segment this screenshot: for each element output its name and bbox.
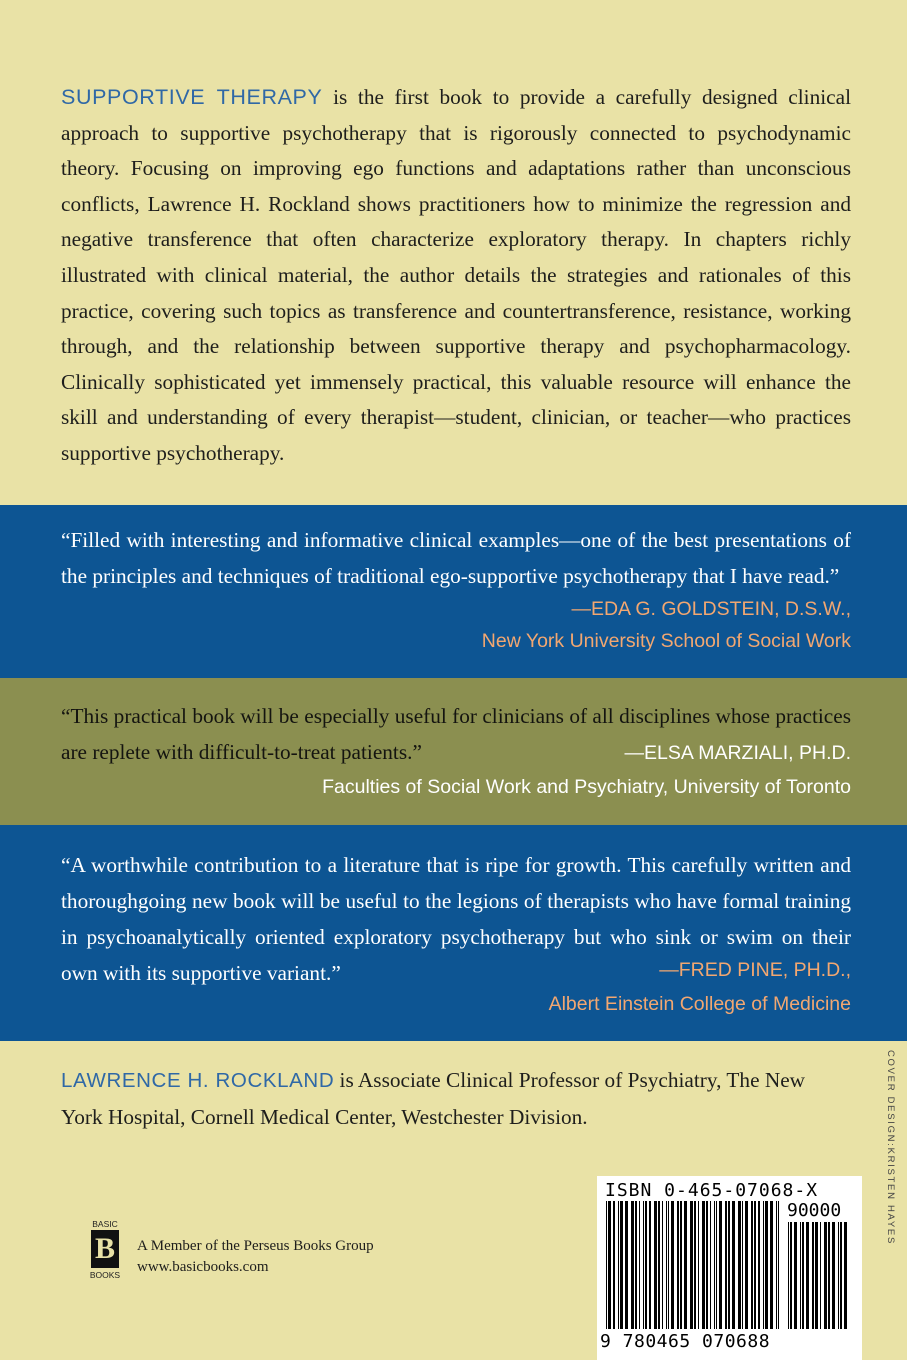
logo-top-text: BASIC [92, 1219, 118, 1229]
publisher-member-text: A Member of the Perseus Books Group [137, 1238, 374, 1254]
barcode-bar [639, 1201, 640, 1329]
barcode-bar [751, 1201, 753, 1329]
ean-text: 9 780465 070688 [600, 1331, 771, 1352]
barcode-bar [840, 1222, 842, 1329]
barcode-bar [631, 1201, 634, 1329]
barcode-bar [706, 1201, 708, 1329]
barcode-bar [613, 1201, 615, 1329]
publisher-website: www.basicbooks.com [137, 1259, 269, 1275]
basic-books-logo [86, 1219, 124, 1281]
barcode-bar [658, 1201, 660, 1329]
blurb-name-1: —EDA G. GOLDSTEIN, D.S.W., [571, 598, 851, 620]
blurb-attribution-2 [322, 738, 851, 802]
barcode-bar [645, 1201, 647, 1329]
barcode-bar [719, 1201, 722, 1329]
book-description [61, 80, 851, 472]
price-barcode-bars [787, 1222, 851, 1329]
barcode-bar [677, 1201, 679, 1329]
blurb-attribution-3 [549, 955, 851, 1019]
barcode-bar [643, 1201, 644, 1329]
barcode-bar [812, 1222, 814, 1329]
barcode-bar [844, 1222, 847, 1329]
barcode-bar [800, 1222, 801, 1329]
barcode-bar [668, 1201, 669, 1329]
author-bio-body: is Associate Clinical Professor of Psychiatry, The New York Hospital, Cornell Medical Center, Westchester Division. [61, 1068, 806, 1129]
barcode-bar [838, 1222, 839, 1329]
barcode-bar [680, 1201, 682, 1329]
barcode-bar [635, 1201, 637, 1329]
barcode-bar [758, 1201, 760, 1329]
author-bio [61, 1062, 851, 1135]
barcode-bar [824, 1222, 827, 1329]
blurb-attribution-1 [482, 594, 851, 656]
barcode-bar [666, 1201, 667, 1329]
blurb-band-3 [0, 825, 907, 1041]
barcode-bar [716, 1201, 717, 1329]
blurb-quote-1: “Filled with interesting and informative clinical examples—one of the best presentations of the principles and techniques of traditional ego-supportive psychotherapy that I have read.” [61, 528, 851, 588]
barcode-bar [608, 1201, 611, 1329]
barcode-bar [694, 1201, 696, 1329]
barcode-bar [671, 1201, 674, 1329]
price-code-text: 90000 [787, 1200, 842, 1221]
logo-bottom-text: BOOKS [89, 1270, 121, 1280]
barcode-bar [794, 1222, 797, 1329]
barcode-bar [765, 1201, 768, 1329]
barcode-bar [732, 1201, 735, 1329]
barcode-bar [690, 1201, 693, 1329]
book-title-lead: SUPPORTIVE THERAPY [61, 85, 323, 109]
barcode-bar [684, 1201, 687, 1329]
barcode-bar [618, 1201, 619, 1329]
barcode-bar [710, 1201, 711, 1329]
blurb-quote-3: “A worthwhile contribution to a literature that is ripe for growth. This carefully written and thoroughgoing new book will be useful to the legions of therapists who have formal training in psychoanalytically oriented exploratory psychotherapy but who sink or swim on their own with its supportive variant.” [61, 853, 851, 985]
barcode-bar [820, 1222, 821, 1329]
blurb-affiliation-3: Albert Einstein College of Medicine [548, 993, 851, 1015]
barcode-bar [754, 1201, 756, 1329]
barcode-bar [776, 1201, 777, 1329]
barcode-bar [778, 1201, 779, 1329]
barcode-bar [649, 1201, 651, 1329]
cover-design-credit: COVER DESIGN:KRISTEN HAYES [885, 1050, 896, 1245]
barcode-box [597, 1176, 862, 1360]
blurb-quote-2: “This practical book will be especially useful for clinicians of all disciplines whose practices are replete with difficult-to-treat patients.” [61, 704, 851, 764]
isbn-text: ISBN 0-465-07068-X [605, 1180, 819, 1201]
barcode-bar [662, 1201, 663, 1329]
barcode-bar [725, 1201, 727, 1329]
blurb-name-3: —FRED PINE, PH.D., [659, 959, 851, 981]
barcode-bar [625, 1201, 628, 1329]
blurb-band-1 [0, 505, 907, 678]
barcode-bar [654, 1201, 657, 1329]
barcode-bar [738, 1201, 741, 1329]
barcode-bar [745, 1201, 748, 1329]
barcode-bar [828, 1222, 830, 1329]
barcode-bar [802, 1222, 804, 1329]
blurb-name-2: —ELSA MARZIALI, PH.D. [624, 742, 851, 764]
blurb-band-2 [0, 678, 907, 825]
barcode-bar [606, 1201, 607, 1329]
barcode-bar [790, 1222, 792, 1329]
barcode-bar [815, 1222, 818, 1329]
barcode-bar [698, 1201, 699, 1329]
barcode-bar [788, 1222, 789, 1329]
barcode-bar [770, 1201, 773, 1329]
barcode-bar [806, 1222, 809, 1329]
barcode-bar [763, 1201, 764, 1329]
barcode-bar [742, 1201, 743, 1329]
barcode-bar [702, 1201, 705, 1329]
author-name: LAWRENCE H. ROCKLAND [61, 1069, 335, 1092]
book-description-body: is the first book to provide a carefully designed clinical approach to supportive psychotherapy that is rigorously connected to psychodynamic theory. Focusing on improving ego functions and adaptations rather than unconscious conflicts, Lawrence H. Rockland shows practitioners how to minimize the regression and negative transference that often characterize exploratory therapy. In chapters richly illustrated with clinical material, the author details the strategies and rationales of this practice, covering such topics as transference and countertransference, resistance, working through, and the relationship between supportive therapy and psychopharmacology. Clinically sophisticated yet immensely practical, this valuable resource will enhance the skill and understanding of every therapist—student, clinician, or teacher—who practices supportive psychotherapy. [61, 85, 851, 465]
logo-letter: B [94, 1232, 115, 1265]
barcode-bar [728, 1201, 730, 1329]
barcode-bar [620, 1201, 623, 1329]
barcode-bar [714, 1201, 715, 1329]
barcode-bar [832, 1222, 835, 1329]
blurb-affiliation-2: Faculties of Social Work and Psychiatry, University of Toronto [322, 776, 851, 798]
ean-barcode-bars [605, 1201, 783, 1329]
blurb-affiliation-1: New York University School of Social Work [481, 630, 851, 652]
